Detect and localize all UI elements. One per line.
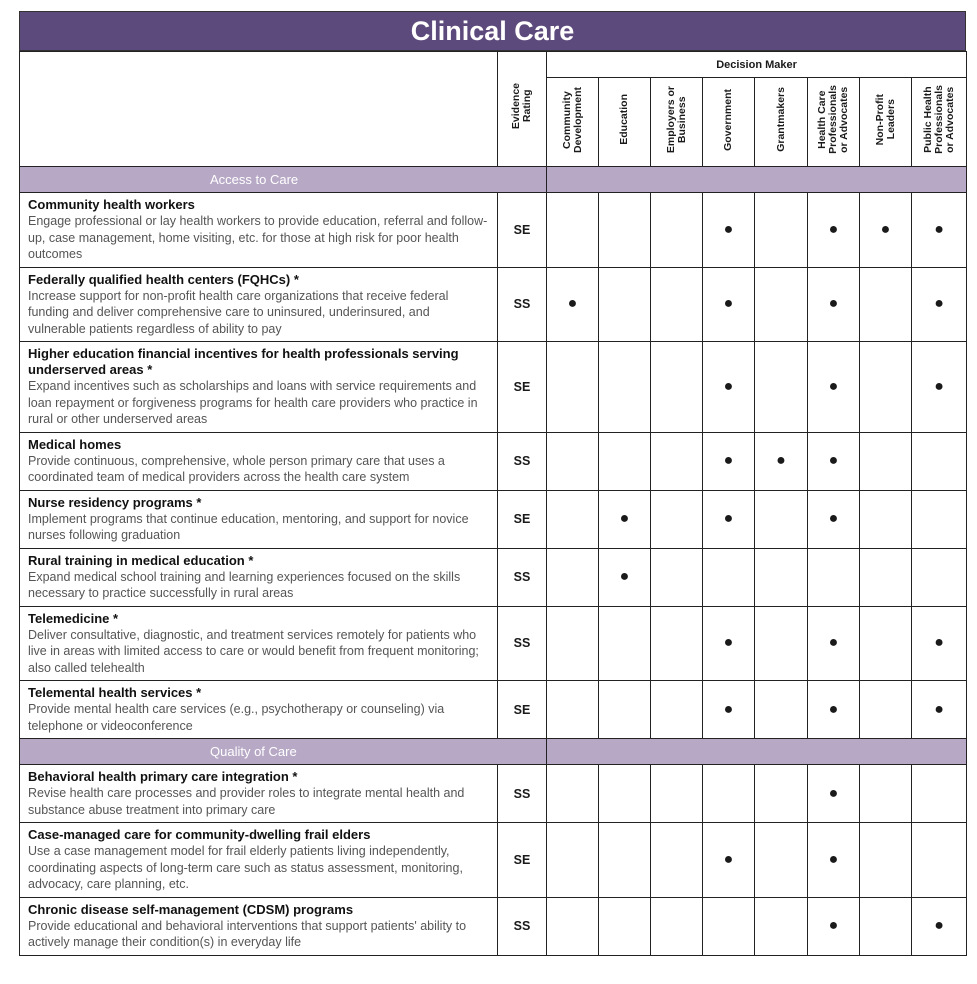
decision-maker-cell — [912, 548, 967, 606]
dot-icon: ● — [723, 850, 734, 868]
strategy-name: Case-managed care for community-dwelling frail elders — [28, 827, 371, 842]
decision-maker-column-header — [599, 78, 651, 167]
column-label: Community Development — [560, 86, 584, 153]
table-row — [20, 681, 967, 739]
table-row — [20, 490, 967, 548]
dot-icon: ● — [723, 220, 734, 238]
decision-maker-cell — [547, 267, 599, 342]
decision-maker-header: Decision Maker — [547, 52, 967, 78]
strategy-cell — [20, 606, 498, 681]
section-fill — [547, 167, 967, 193]
column-label: Non-Profit Leaders — [873, 93, 897, 146]
strategy-cell — [20, 432, 498, 490]
section-header-row — [20, 167, 967, 193]
decision-maker-cell — [599, 897, 651, 955]
decision-maker-cell — [599, 765, 651, 823]
decision-maker-cell — [755, 897, 808, 955]
decision-maker-cell — [547, 681, 599, 739]
decision-maker-cell — [860, 548, 912, 606]
decision-maker-cell — [755, 606, 808, 681]
dot-icon: ● — [934, 377, 944, 395]
evidence-rating: SE — [498, 342, 547, 433]
section-header-row — [20, 739, 967, 765]
section-fill — [547, 739, 967, 765]
decision-maker-cell — [755, 342, 808, 433]
decision-maker-cell — [860, 432, 912, 490]
strategy-table — [19, 51, 967, 956]
decision-maker-cell — [547, 342, 599, 433]
decision-maker-column-header — [808, 78, 860, 167]
strategy-description: Use a case management model for frail elderly patients living independently, coordinating aspects of long-term care such as status assessment, monitoring, advocacy, care planning, etc. — [28, 844, 463, 891]
dot-icon: ● — [828, 220, 839, 238]
decision-maker-cell — [599, 432, 651, 490]
dot-icon: ● — [828, 700, 839, 718]
decision-maker-cell — [755, 548, 808, 606]
evidence-rating: SS — [498, 897, 547, 955]
dot-icon: ● — [723, 510, 734, 527]
column-label: Government — [722, 88, 734, 151]
decision-maker-cell — [651, 765, 703, 823]
decision-maker-cell — [755, 765, 808, 823]
decision-maker-cell — [808, 681, 860, 739]
table-row — [20, 548, 967, 606]
strategy-name: Medical homes — [28, 436, 122, 452]
evidence-rating: SS — [498, 432, 547, 490]
dot-icon: ● — [828, 510, 839, 527]
decision-maker-column-header — [703, 78, 755, 167]
decision-maker-cell — [651, 490, 703, 548]
decision-maker-cell — [651, 548, 703, 606]
decision-maker-cell — [808, 897, 860, 955]
table-row — [20, 193, 967, 268]
decision-maker-cell — [703, 681, 755, 739]
dot-icon: ● — [776, 452, 786, 469]
decision-maker-cell — [808, 765, 860, 823]
decision-maker-cell — [651, 193, 703, 268]
evidence-rating: SS — [498, 606, 547, 681]
evidence-rating: SS — [498, 267, 547, 342]
table-row — [20, 267, 967, 342]
header-blank-cell — [20, 52, 498, 167]
dot-icon: ● — [723, 634, 734, 652]
decision-maker-cell — [703, 765, 755, 823]
evidence-rating-header — [498, 52, 547, 167]
evidence-rating: SS — [498, 548, 547, 606]
strategy-name: Federally qualified health centers (FQHCs) * — [28, 271, 299, 287]
strategy-cell — [20, 765, 498, 823]
table-row — [20, 606, 967, 681]
decision-maker-cell — [651, 681, 703, 739]
dot-icon: ● — [828, 850, 839, 868]
strategy-cell — [20, 193, 498, 268]
dot-icon: ● — [619, 568, 630, 585]
section-label: Quality of Care — [20, 739, 547, 765]
decision-maker-cell — [547, 490, 599, 548]
decision-maker-cell — [755, 490, 808, 548]
decision-maker-cell — [703, 342, 755, 433]
strategy-cell — [20, 267, 498, 342]
decision-maker-cell — [755, 681, 808, 739]
dot-icon: ● — [828, 634, 839, 652]
strategy-cell — [20, 490, 498, 548]
dot-icon: ● — [828, 917, 839, 934]
dot-icon: ● — [934, 295, 944, 313]
decision-maker-cell — [703, 193, 755, 268]
strategy-name: Telemental health services * — [28, 685, 202, 700]
evidence-rating-label: Evidence Rating — [510, 83, 533, 130]
strategy-cell — [20, 342, 498, 433]
decision-maker-cell — [860, 267, 912, 342]
decision-maker-cell — [912, 897, 967, 955]
decision-maker-cell — [755, 432, 808, 490]
decision-maker-cell — [703, 432, 755, 490]
decision-maker-cell — [599, 606, 651, 681]
decision-maker-cell — [547, 765, 599, 823]
dot-icon: ● — [934, 634, 944, 652]
evidence-rating: SE — [498, 823, 547, 898]
strategy-cell — [20, 548, 498, 606]
decision-maker-cell — [547, 606, 599, 681]
table-row — [20, 765, 967, 823]
decision-maker-cell — [860, 490, 912, 548]
column-label: Grantmakers — [774, 87, 787, 152]
strategy-description: Deliver consultative, diagnostic, and treatment services remotely for patients who live in areas with limited access to care or would benefit from frequent monitoring; also called telehealth — [28, 627, 479, 675]
column-label: Public Health Professionals or Advocates — [921, 85, 956, 154]
evidence-rating: SE — [498, 490, 547, 548]
decision-maker-cell — [651, 342, 703, 433]
strategy-description: Increase support for non-profit health care organizations that receive federal funding and deliver comprehensive care to uninsured, underinsured, and vulnerable patients regardless of ability to pay — [28, 288, 449, 336]
decision-maker-cell — [860, 897, 912, 955]
dot-icon: ● — [880, 220, 891, 238]
decision-maker-cell — [547, 897, 599, 955]
strategy-name: Telemedicine * — [28, 610, 119, 626]
decision-maker-cell — [703, 897, 755, 955]
decision-maker-column-header — [912, 78, 967, 167]
dot-icon: ● — [828, 295, 839, 313]
decision-maker-cell — [547, 823, 599, 898]
decision-maker-cell — [808, 490, 860, 548]
decision-maker-cell — [651, 267, 703, 342]
decision-maker-cell — [755, 267, 808, 342]
dot-icon: ● — [828, 784, 839, 802]
decision-maker-cell — [651, 432, 703, 490]
strategy-cell — [20, 897, 498, 955]
strategy-description: Engage professional or lay health workers to provide education, referral and follow-up, case management, home visiting, etc. for those at high risk for poor health outcomes — [28, 214, 488, 261]
decision-maker-cell — [860, 765, 912, 823]
section-label: Access to Care — [20, 167, 547, 193]
decision-maker-cell — [808, 193, 860, 268]
decision-maker-cell — [912, 432, 967, 490]
decision-maker-cell — [808, 823, 860, 898]
decision-maker-cell — [912, 823, 967, 898]
decision-maker-cell — [860, 606, 912, 681]
strategy-cell — [20, 681, 498, 739]
strategy-description: Implement programs that continue education, mentoring, and support for novice nurses following graduation — [28, 511, 469, 542]
decision-maker-cell — [651, 606, 703, 681]
strategy-name: Behavioral health primary care integration * — [28, 769, 298, 784]
decision-maker-cell — [599, 267, 651, 342]
strategy-description: Provide educational and behavioral interventions that support patients' ability to actively manage their condition(s) in everyday life — [28, 918, 467, 949]
decision-maker-cell — [547, 193, 599, 268]
dot-icon: ● — [619, 510, 630, 527]
table-row — [20, 823, 967, 898]
decision-maker-cell — [912, 606, 967, 681]
strategy-name: Community health workers — [28, 197, 195, 212]
decision-maker-cell — [703, 823, 755, 898]
decision-maker-cell — [547, 548, 599, 606]
decision-maker-cell — [547, 432, 599, 490]
strategy-cell — [20, 823, 498, 898]
strategy-name: Higher education financial incentives for health professionals serving underserved areas * — [28, 346, 459, 377]
decision-maker-cell — [808, 267, 860, 342]
decision-maker-cell — [703, 606, 755, 681]
dot-icon: ● — [723, 700, 734, 718]
strategy-name: Rural training in medical education * — [28, 552, 254, 568]
dot-icon: ● — [828, 452, 839, 469]
decision-maker-cell — [912, 267, 967, 342]
strategy-description: Expand medical school training and learning experiences focused on the skills necessary to practice successfully in rural areas — [28, 569, 461, 600]
decision-maker-column-header — [755, 78, 808, 167]
decision-maker-cell — [860, 193, 912, 268]
decision-maker-cell — [860, 342, 912, 433]
decision-maker-column-header — [547, 78, 599, 167]
table-row — [20, 342, 967, 433]
decision-maker-column-header — [860, 78, 912, 167]
dot-icon: ● — [723, 452, 734, 469]
decision-maker-cell — [599, 342, 651, 433]
strategy-name: Nurse residency programs * — [28, 494, 202, 510]
dot-icon: ● — [723, 377, 734, 395]
column-label: Employers or Business — [664, 85, 688, 154]
decision-maker-column-header — [651, 78, 703, 167]
dot-icon: ● — [828, 377, 839, 395]
decision-maker-cell — [651, 897, 703, 955]
decision-maker-cell — [599, 548, 651, 606]
decision-maker-cell — [703, 490, 755, 548]
decision-maker-cell — [599, 681, 651, 739]
strategy-description: Provide mental health care services (e.g., psychotherapy or counseling) via telephone or videoconference — [28, 702, 445, 733]
clinical-care-sheet — [19, 11, 966, 956]
strategy-name: Chronic disease self-management (CDSM) programs — [28, 901, 354, 917]
decision-maker-cell — [912, 490, 967, 548]
decision-maker-cell — [808, 342, 860, 433]
decision-maker-cell — [599, 823, 651, 898]
column-label: Education — [618, 94, 630, 145]
dot-icon: ● — [723, 295, 734, 313]
decision-maker-cell — [599, 490, 651, 548]
decision-maker-cell — [755, 823, 808, 898]
decision-maker-cell — [808, 606, 860, 681]
decision-maker-cell — [860, 681, 912, 739]
decision-maker-cell — [912, 765, 967, 823]
decision-maker-cell — [912, 342, 967, 433]
strategy-description: Revise health care processes and provider roles to integrate mental health and substance abuse treatment into primary care — [28, 786, 465, 817]
decision-maker-cell — [703, 267, 755, 342]
decision-maker-cell — [755, 193, 808, 268]
decision-maker-cell — [703, 548, 755, 606]
decision-maker-cell — [651, 823, 703, 898]
column-label: Health Care Professionals or Advocates — [816, 85, 850, 154]
decision-maker-cell — [912, 193, 967, 268]
strategy-description: Provide continuous, comprehensive, whole person primary care that uses a coordinated team of medical providers across the health care system — [28, 453, 445, 484]
evidence-rating: SS — [498, 765, 547, 823]
decision-maker-cell — [808, 432, 860, 490]
dot-icon: ● — [934, 917, 944, 934]
dot-icon: ● — [934, 700, 944, 718]
decision-maker-cell — [860, 823, 912, 898]
table-row — [20, 897, 967, 955]
evidence-rating: SE — [498, 681, 547, 739]
dot-icon: ● — [934, 220, 944, 238]
strategy-description: Expand incentives such as scholarships and loans with service requirements and loan repayment or forgiveness programs for health care providers who practice in rural or other underserved areas — [28, 379, 478, 426]
decision-maker-cell — [912, 681, 967, 739]
evidence-rating: SE — [498, 193, 547, 268]
page-title: Clinical Care — [19, 11, 966, 51]
dot-icon: ● — [567, 295, 578, 313]
table-row — [20, 432, 967, 490]
decision-maker-cell — [599, 193, 651, 268]
decision-maker-cell — [808, 548, 860, 606]
